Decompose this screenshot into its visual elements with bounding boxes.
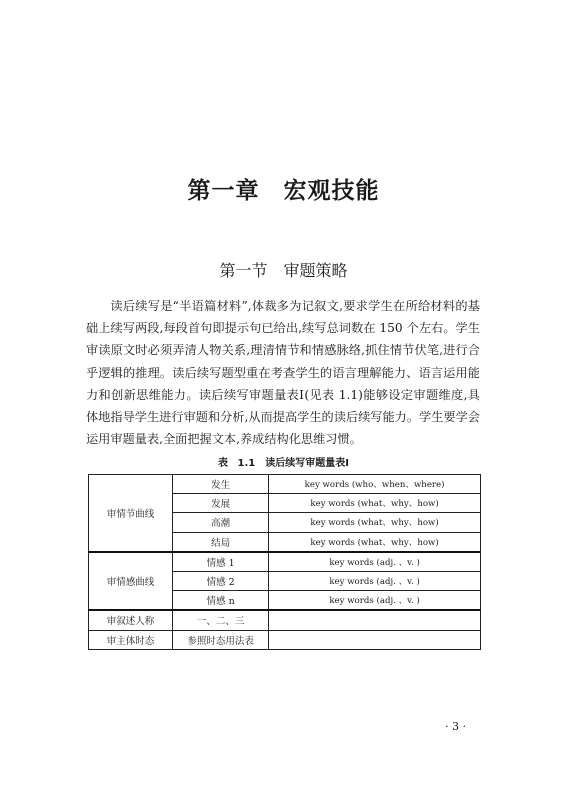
stage-cell: 结局	[173, 532, 269, 552]
table-caption: 表 1.1 读后续写审题量表Ⅰ	[218, 458, 349, 469]
keywords-cell: key words (adj. 、v. )	[269, 552, 481, 572]
keywords-cell: key words (adj. 、v. )	[269, 571, 481, 590]
stage-cell: 发展	[173, 494, 269, 513]
stage-cell: 发生	[173, 475, 269, 494]
chapter-title: 第一章 宏观技能	[187, 178, 380, 204]
keywords-cell: key words (what、why、how)	[269, 532, 481, 552]
narrator-value: 一、二、三	[173, 610, 269, 630]
table-row	[89, 630, 481, 649]
stage-cell: 情感 2	[173, 571, 269, 590]
empty-cell	[269, 630, 481, 649]
empty-cell	[269, 610, 481, 630]
keywords-cell: key words (who、when、where)	[269, 475, 481, 494]
tense-label: 审主体时态	[89, 630, 173, 649]
narrator-label: 审叙述人称	[89, 610, 173, 630]
table-row	[89, 552, 481, 572]
keywords-cell: key words (what、why、how)	[269, 494, 481, 513]
stage-cell: 高潮	[173, 513, 269, 532]
stage-cell: 情感 n	[173, 591, 269, 611]
tense-value: 参照时态用法表	[173, 630, 269, 649]
plot-group-label: 审情节曲线	[89, 475, 173, 552]
stage-cell: 情感 1	[173, 552, 269, 572]
keywords-cell: key words (what、why、how)	[269, 513, 481, 532]
table-row	[89, 475, 481, 494]
table-row	[89, 610, 481, 630]
keywords-cell: key words (adj. 、v. )	[269, 591, 481, 611]
body-paragraph: 读后续写是“半语篇材料”,体裁多为记叙文,要求学生在所给材料的基础上续写两段,每段首句即提示句已给出,续写总词数在 150 个左右。学生审读原文时必须弄清人物关系,理清情节和情感脉络,抓住情节伏笔,进行合乎逻辑的推理。读后续写题型重在考查学生的语言理解能力、语言运用能力和创新思维能力。读后续写审题量表Ⅰ(见表 1.1)能够设定审题维度,具体地指导学生进行审题和分析,从而提高学生的读后续写能力。学生要学会运用审题量表,全面把握文本,养成结构化思维习惯。	[86, 299, 480, 447]
emotion-group-label: 审情感曲线	[89, 552, 173, 611]
page-number: · 3 ·	[445, 720, 466, 733]
section-title: 第一节 审题策略	[219, 261, 348, 280]
review-scale-table	[88, 474, 481, 650]
